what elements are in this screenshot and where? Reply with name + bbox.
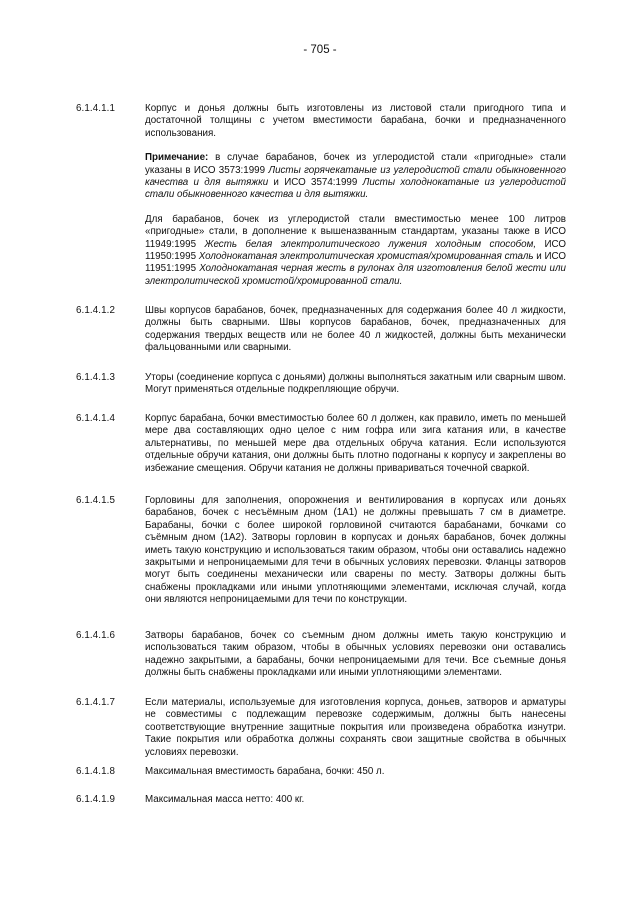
section-number: 6.1.4.1.3: [76, 372, 116, 383]
text-run: Для барабанов, бочек из углеродистой стали вместимостью менее 100 литров «пригодные» стали, в дополнение к вышеназванным стандартам, указаны также в ИСО 11949:1995: [145, 213, 566, 250]
standard-title: Холоднокатаная электролитическая хромистая/хромированная сталь: [198, 251, 534, 263]
text-run: и ИСО 11951:1995: [145, 251, 567, 275]
paragraph: Корпус и донья должны быть изготовлены из листовой стали пригодного типа и достаточной толщины с учетом вместимости барабана, бочки и предназначенного использования.: [145, 103, 566, 139]
standard-title: Жесть белая электролитического лужения холодным способом,: [204, 238, 537, 250]
note-label: Примечание:: [145, 152, 209, 164]
page-number: - 705 -: [303, 44, 337, 56]
text-run: ИСО 11950:1995: [145, 238, 566, 263]
note-paragraph: [145, 152, 566, 202]
note-text: и ИСО 3574:1999: [268, 177, 363, 189]
section-body: Затворы барабанов, бочек со съемным дном должны иметь такую конструкцию и использоваться таким образом, чтобы в обычных условиях перевозки они оставались надежно закрытыми, а барабаны, бочки непроницаемыми для течи. Все съемные донья должны быть снабжены прокладками или иными уплотняющими элементами.: [145, 630, 566, 679]
section-number: 6.1.4.1.8: [76, 766, 116, 777]
section-body: Корпус барабана, бочки вместимостью более 60 л должен, как правило, иметь по меньшей мере два составляющих одно целое с ним гофра или зига катания или, в качестве альтернативы, по меньшей мере два отдельных обруча катания. Если используются отдельные обручи катания, они должны быть плотно подогнаны к корпусу и закреплены во избежание смещения. Обручи катания не должны привариваться точечной сваркой.: [145, 413, 566, 474]
section-number: 6.1.4.1.6: [76, 630, 116, 641]
note-text: в случае барабанов, бочек из углеродистой стали «пригодные» стали указаны в ИСО 3573:1999: [145, 152, 566, 176]
section-body: Максимальная масса нетто: 400 кг.: [145, 794, 305, 805]
section-body: Уторы (соединение корпуса с доньями) должны выполняться закатным или сварным швом. Могут применяться отдельные подкрепляющие обручи.: [145, 372, 566, 396]
section-number: 6.1.4.1.9: [76, 794, 116, 805]
section-body: Если материалы, используемые для изготовления корпуса, доньев, затворов и арматуры не совместимы с подлежащим перевозке содержимым, должны быть нанесены соответствующие внутренние защитные покрытия или произведена обработка изнутри. Такие покрытия или обработка должны сохранять свои защитные свойства в обычных условиях перевозки.: [145, 697, 566, 758]
section-number: 6.1.4.1.4: [76, 413, 116, 424]
standard-title: Холоднокатаная черная жесть в рулонах для изготовления белой жести или электролитической хромистой/хромированной стали.: [145, 263, 566, 287]
section-number: 6.1.4.1.1: [76, 103, 116, 114]
section-number: 6.1.4.1.2: [76, 305, 116, 316]
standard-title: Листы холоднокатаные из углеродистой стали обыкновенного качества и для вытяжки.: [145, 177, 566, 201]
paragraph: [145, 214, 566, 288]
section-body: Максимальная вместимость барабана, бочки: 450 л.: [145, 766, 385, 777]
section-number: 6.1.4.1.5: [76, 495, 116, 506]
standard-title: Листы горячекатаные из углеродистой стали обыкновенного качества и для вытяжки: [145, 164, 566, 189]
section-body: Швы корпусов барабанов, бочек, предназначенных для содержания более 40 л жидкости, должны быть сварными. Швы корпусов барабанов, бочек, предназначенных для содержания твердых веществ или не более 40 л жидкостей, должны быть механически фальцованными или сварными.: [145, 305, 566, 354]
section-body: Горловины для заполнения, опорожнения и вентилирования в корпусах или доньях барабанов, бочек с несъёмным дном (1А1) не должны превышать 7 см в диаметре. Барабаны, бочки с более широкой горловиной считаются барабанами, бочками со съёмным дном (1А2). Затворы горловин в корпусах и доньях барабанов, бочек должны иметь такую конструкцию и использоваться таким образом, чтобы они оставались надежно закрытыми и непроницаемыми для течи в обычных условиях перевозки. Фланцы затворов могут быть соединены механически или сварены по месту. Затворы должны быть снабжены прокладками или иными уплотняющими элементами, исключая случай, когда они являются непроницаемыми для течи по конструкции.: [145, 495, 566, 606]
section-number: 6.1.4.1.7: [76, 697, 116, 708]
section-body: [145, 103, 566, 288]
